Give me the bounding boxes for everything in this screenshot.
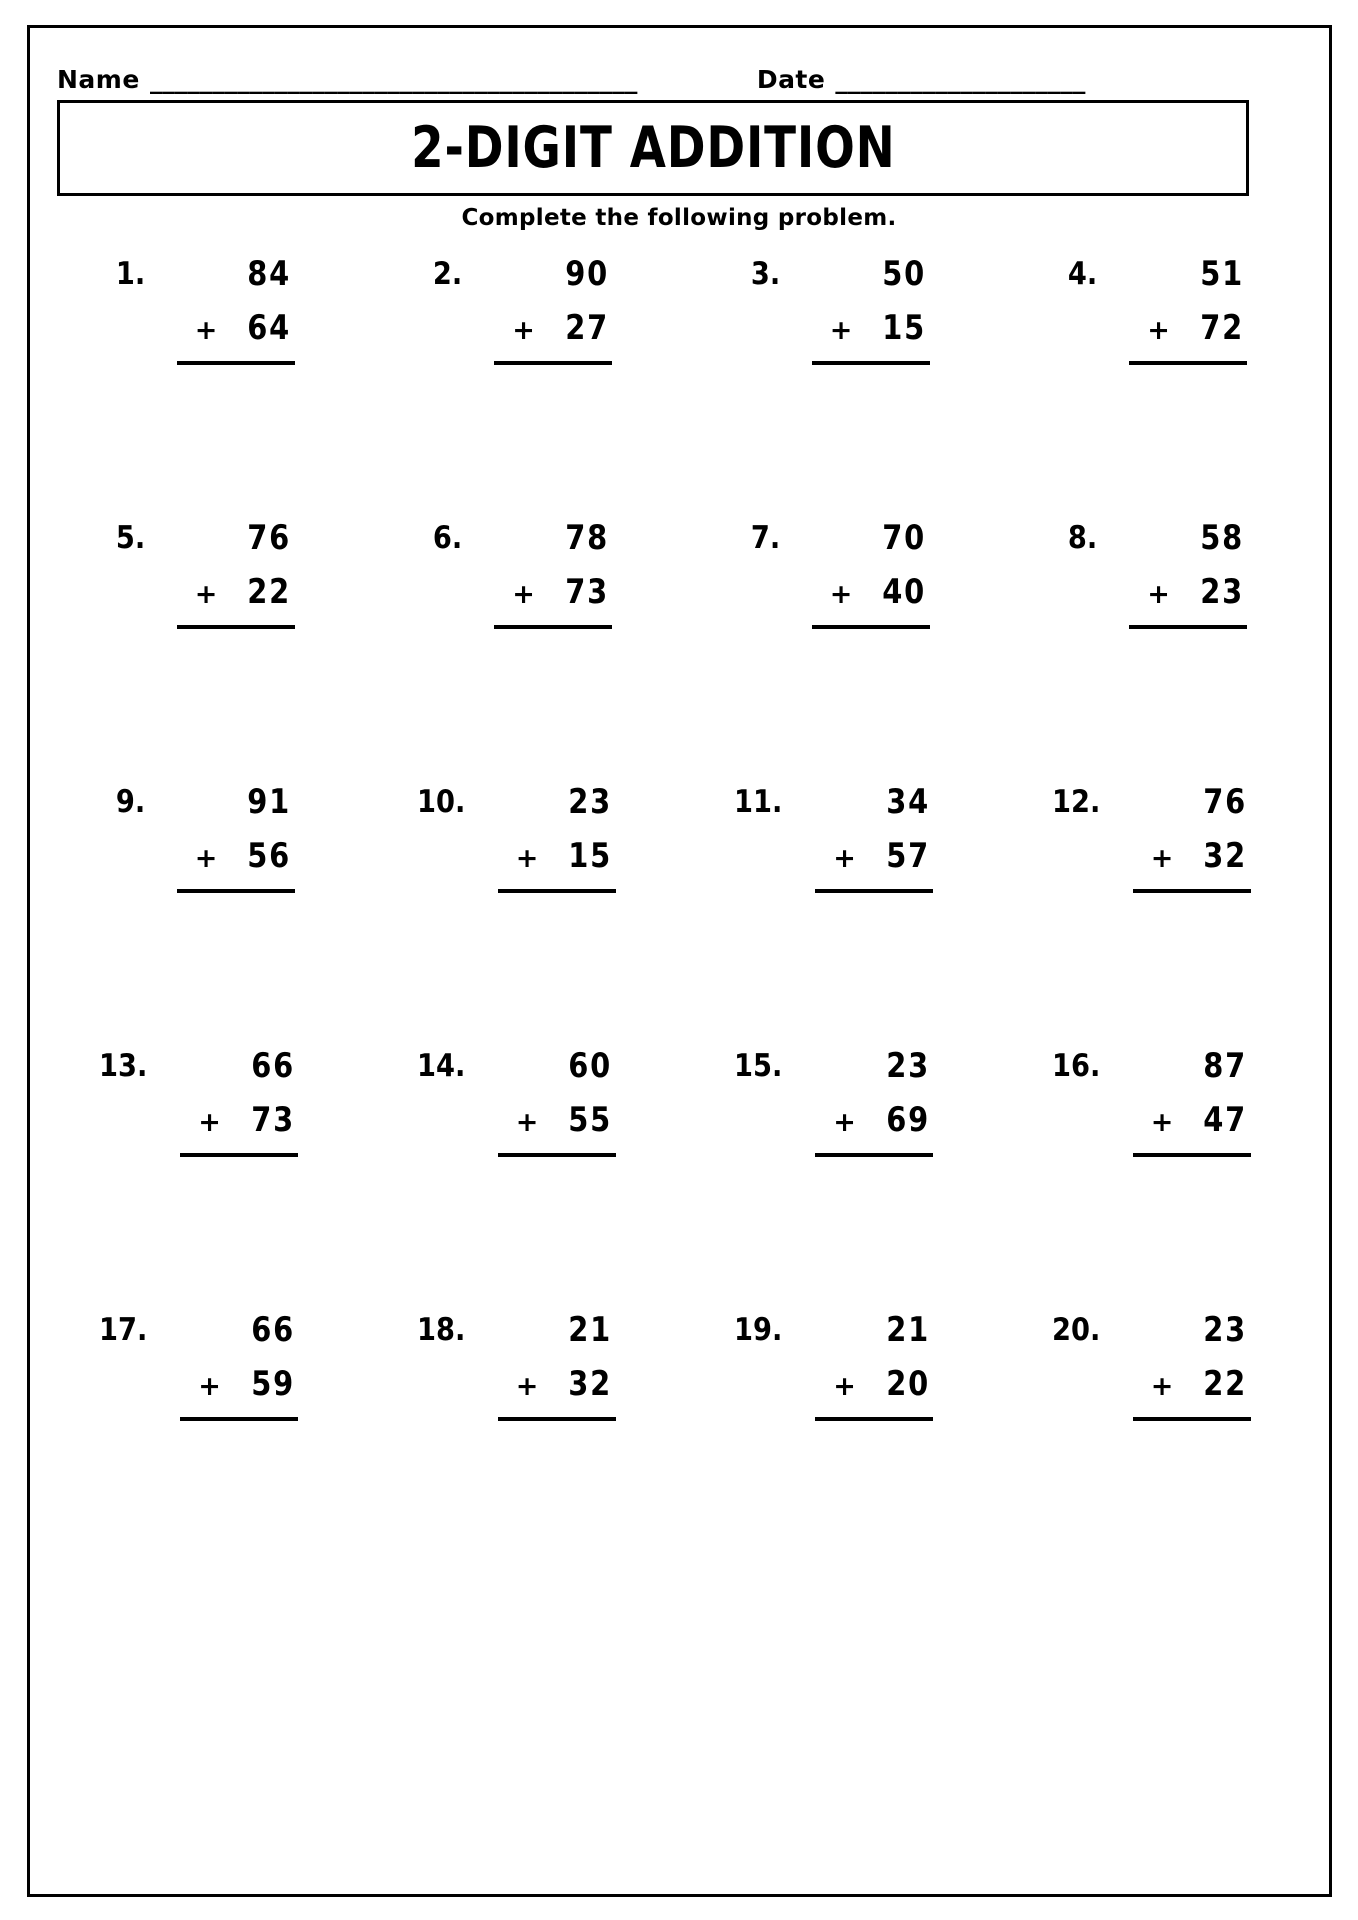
addend-bottom-row [815,832,933,883]
problem-row [40,1040,1310,1304]
addend-bottom: 73 [565,572,609,612]
plus-icon: + [1150,843,1174,874]
problem-number: 13. [99,1048,148,1084]
problem-number: 20. [1051,1312,1101,1348]
addend-top: 51 [1200,254,1244,294]
problem-number: 18. [416,1312,466,1348]
addition-stack [812,248,930,365]
problem-number: 10. [416,784,466,820]
addend-bottom: 15 [882,308,927,348]
plus-icon: + [1150,1371,1174,1402]
answer-line[interactable] [177,889,295,893]
addend-top: 76 [247,518,292,558]
problem-cell [358,248,676,512]
addend-top: 23 [1203,1310,1248,1350]
addition-stack [498,1304,616,1421]
problem-18 [358,1304,676,1421]
answer-line[interactable] [1133,1417,1251,1421]
problem-cell [358,512,676,776]
addend-bottom: 56 [247,836,292,876]
addend-bottom-row [815,1096,933,1147]
problem-cell [358,776,676,1040]
addend-bottom: 73 [251,1100,295,1140]
problem-cell [675,1304,993,1568]
problem-number: 15. [734,1048,783,1084]
problem-number: 12. [1051,784,1101,820]
plus-icon: + [833,1371,856,1402]
answer-line[interactable] [815,1417,933,1421]
addition-stack [1129,248,1247,365]
addition-stack [815,1304,933,1421]
problem-grid [40,248,1310,1568]
addition-stack [498,776,616,893]
problem-number: 14. [416,1048,466,1084]
problem-number: 17. [99,1312,148,1348]
answer-line[interactable] [177,361,295,365]
problem-number: 11. [734,784,783,820]
plus-icon: + [194,315,218,346]
problem-cell [40,776,358,1040]
addend-bottom: 59 [251,1364,295,1404]
problem-13 [40,1040,358,1157]
problem-number: 2. [433,256,463,292]
problem-5 [40,512,358,629]
addition-stack [177,248,295,365]
problem-cell [358,1040,676,1304]
plus-icon: + [194,843,218,874]
addend-bottom: 64 [247,308,292,348]
addition-stack [177,776,295,893]
addend-bottom: 40 [882,572,927,612]
answer-line[interactable] [498,1417,616,1421]
problem-cell [675,512,993,776]
addend-top: 23 [568,782,613,822]
addend-bottom-row [177,832,295,883]
addend-bottom-row [498,832,616,883]
addition-stack [1133,776,1251,893]
addition-stack [494,512,612,629]
problem-14 [358,1040,676,1157]
problem-number: 8. [1068,520,1098,556]
addend-top: 21 [886,1310,930,1350]
plus-icon: + [1147,579,1170,610]
addition-stack [1133,1304,1251,1421]
addend-top: 70 [882,518,927,558]
addend-top: 50 [882,254,927,294]
addition-stack [815,1040,933,1157]
problem-cell [993,248,1311,512]
date-label: Date [756,65,826,94]
problem-cell [993,512,1311,776]
answer-line[interactable] [815,1153,933,1157]
addend-top: 23 [886,1046,930,1086]
problem-4 [993,248,1311,365]
problem-6 [358,512,676,629]
addend-bottom-row [1133,832,1251,883]
problem-cell [40,1304,358,1568]
problem-cell [675,776,993,1040]
addend-bottom-row [494,568,612,619]
addition-stack [812,512,930,629]
answer-line[interactable] [812,625,930,629]
problem-number: 1. [115,256,145,292]
addend-bottom-row [812,304,930,355]
addend-bottom: 55 [568,1100,613,1140]
addend-top: 90 [565,254,609,294]
addition-stack [177,512,295,629]
answer-line[interactable] [498,889,616,893]
addition-stack [498,1040,616,1157]
addend-top: 78 [565,518,609,558]
problem-8 [993,512,1311,629]
addend-bottom-row [812,568,930,619]
problem-row [40,776,1310,1040]
plus-icon: + [1150,1107,1174,1138]
plus-icon: + [833,843,856,874]
problem-cell [40,1040,358,1304]
answer-line[interactable] [498,1153,616,1157]
problem-number: 3. [750,256,780,292]
addition-stack [494,248,612,365]
addend-bottom-row [1129,304,1247,355]
answer-line[interactable] [812,361,930,365]
addend-bottom: 20 [886,1364,930,1404]
addition-stack [180,1304,298,1421]
answer-line[interactable] [1129,361,1247,365]
problem-row [40,1304,1310,1568]
problem-cell [675,1040,993,1304]
plus-icon: + [515,843,539,874]
answer-line[interactable] [494,361,612,365]
addend-bottom-row [1133,1360,1251,1411]
addend-top: 66 [251,1046,295,1086]
problem-7 [675,512,993,629]
addend-bottom: 69 [886,1100,930,1140]
problem-cell [40,512,358,776]
addend-bottom-row [1133,1096,1251,1147]
problem-cell [358,1304,676,1568]
addend-bottom: 72 [1200,308,1244,348]
addend-bottom-row [180,1096,298,1147]
addend-bottom-row [180,1360,298,1411]
addend-bottom: 27 [565,308,609,348]
problem-row [40,248,1310,512]
problem-1 [40,248,358,365]
page-title: 2-DIGIT ADDITION [410,115,896,181]
problem-3 [675,248,993,365]
problem-9 [40,776,358,893]
problem-cell [675,248,993,512]
name-write-in-line[interactable]: _______________________________________ [149,67,638,94]
problem-number: 19. [734,1312,783,1348]
plus-icon: + [512,315,535,346]
problem-15 [675,1040,993,1157]
problem-cell [40,248,358,512]
addend-bottom-row [498,1096,616,1147]
addend-top: 34 [886,782,930,822]
addend-top: 58 [1200,518,1244,558]
addend-bottom: 47 [1203,1100,1248,1140]
problem-17 [40,1304,358,1421]
problem-2 [358,248,676,365]
plus-icon: + [829,315,853,346]
addend-bottom-row [177,568,295,619]
addend-bottom: 15 [568,836,613,876]
plus-icon: + [194,579,218,610]
name-date-row [57,52,1302,94]
problem-number: 6. [433,520,463,556]
answer-line[interactable] [177,625,295,629]
answer-line[interactable] [815,889,933,893]
problem-number: 4. [1068,256,1098,292]
addition-stack [1129,512,1247,629]
addend-bottom-row [498,1360,616,1411]
addend-bottom-row [494,304,612,355]
problem-20 [993,1304,1311,1421]
addend-bottom-row [1129,568,1247,619]
answer-line[interactable] [1133,1153,1251,1157]
addend-bottom: 23 [1200,572,1244,612]
problem-number: 16. [1051,1048,1101,1084]
addend-bottom-row [177,304,295,355]
problem-16 [993,1040,1311,1157]
addend-bottom: 32 [1203,836,1248,876]
problem-number: 9. [115,784,145,820]
addend-top: 60 [568,1046,613,1086]
problem-row [40,512,1310,776]
problem-19 [675,1304,993,1421]
addend-bottom: 22 [1203,1364,1248,1404]
addend-top: 87 [1203,1046,1248,1086]
plus-icon: + [515,1371,539,1402]
addend-top: 21 [568,1310,613,1350]
addition-stack [180,1040,298,1157]
date-write-in-line[interactable]: ____________________ [835,67,1086,94]
addend-bottom: 22 [247,572,292,612]
addend-bottom: 32 [568,1364,613,1404]
plus-icon: + [833,1107,856,1138]
plus-icon: + [198,1371,221,1402]
addend-top: 84 [247,254,292,294]
problem-number: 5. [115,520,145,556]
answer-line[interactable] [494,625,612,629]
plus-icon: + [829,579,853,610]
answer-line[interactable] [1129,625,1247,629]
addend-top: 76 [1203,782,1248,822]
problem-number: 7. [750,520,780,556]
instruction-text: Complete the following problem. [461,205,897,231]
answer-line[interactable] [180,1417,298,1421]
plus-icon: + [515,1107,539,1138]
addition-stack [1133,1040,1251,1157]
answer-line[interactable] [1133,889,1251,893]
problem-cell [993,776,1311,1040]
plus-icon: + [198,1107,221,1138]
problem-cell [993,1304,1311,1568]
name-label: Name [57,65,140,94]
problem-10 [358,776,676,893]
addend-bottom: 57 [886,836,930,876]
problem-12 [993,776,1311,893]
plus-icon: + [512,579,535,610]
plus-icon: + [1147,315,1170,346]
addend-top: 91 [247,782,292,822]
answer-line[interactable] [180,1153,298,1157]
title-box [57,100,1249,196]
addend-top: 66 [251,1310,295,1350]
addend-bottom-row [815,1360,933,1411]
problem-11 [675,776,993,893]
problem-cell [993,1040,1311,1304]
addition-stack [815,776,933,893]
